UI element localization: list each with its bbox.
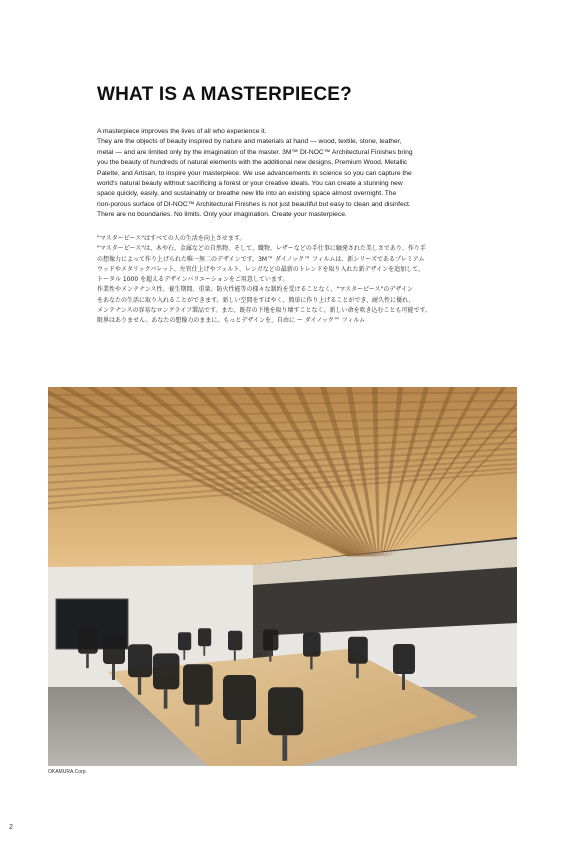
page-number: 2 [9,824,13,831]
japanese-line: ウッドやメタリックパレット、左官仕上げやフェルト、レンガなどの最新のトレンドを取り入れた新デザインを追加して、 [97,265,425,273]
japanese-line: 限界はありません。あなたの想像力のままに。もっとデザインを、自由に ー ダイノック™ フィルム [97,317,366,325]
english-line: They are the objects of beauty inspired by nature and materials at hand — wood, textile, stone, leather, [97,138,402,146]
page-title: WHAT IS A MASTERPIECE? [97,84,352,105]
english-body-text [97,127,489,221]
photo-credit: OKAMURA.Corp. [48,769,87,775]
japanese-line: トータル 1000 を超えるデザインバリエーションをご用意しています。 [97,276,289,284]
japanese-line: をあなたの生活に取り入れることができます。新しい空間をすばやく、簡単に作り上げることができ、耐久性に優れ、 [97,296,415,304]
english-line: metal — and are limited only by the imagination of the master. 3M™ DI-NOC™ Architectural Finishes bring [97,148,413,156]
japanese-line: 作業性やメンテナンス性、養生期間、重量、防火性能等の様々な制約を受けることなく、"マスターピース"のデザイン [97,286,413,294]
japanese-line: "マスターピース"はすべての人の生活を向上させます。 [97,235,246,242]
conference-room-photo [48,387,517,766]
conference-room-illustration [48,387,517,766]
english-line: A masterpiece improves the lives of all who experience it. [97,128,267,135]
english-line: non-porous surface of DI-NOC™ Architectural Finishes is not just beautiful but easy to clean and disinfect. [97,200,411,208]
japanese-body-text [97,234,489,327]
japanese-line: メンテナンスの容易なロングライフ製品です。また、既存の下地を取り壊すことなく、新しい命を吹き込むことも可能です。 [97,307,431,315]
english-line: There are no boundaries. No limits. Only your imagination. Create your masterpiece. [97,211,347,219]
english-line: you the beauty of hundreds of natural elements with the additional new designs, Premium Wood, Metallic [97,159,408,167]
english-line: world's natural beauty without sacrificing a forest or your creative ideals. You can create a stunning new [97,180,403,188]
english-line: Palette, and Artisan, to inspire your masterpiece. We use advancements in science so you can capture the [97,169,412,177]
japanese-line: "マスターピース"は、木や石、金属などの自然物、そして、織物、レザーなどの手仕事に触発された美しさであり、作り手 [97,245,426,253]
japanese-line: の想像力によって作り上げられた唯一無二のデザインです。3M™ ダイノック™ フィルムは、新シリーズであるプレミアム [97,255,425,263]
english-line: space quickly, easily, and sustainably or breathe new life into an existing space almost overnight. The [97,190,397,198]
